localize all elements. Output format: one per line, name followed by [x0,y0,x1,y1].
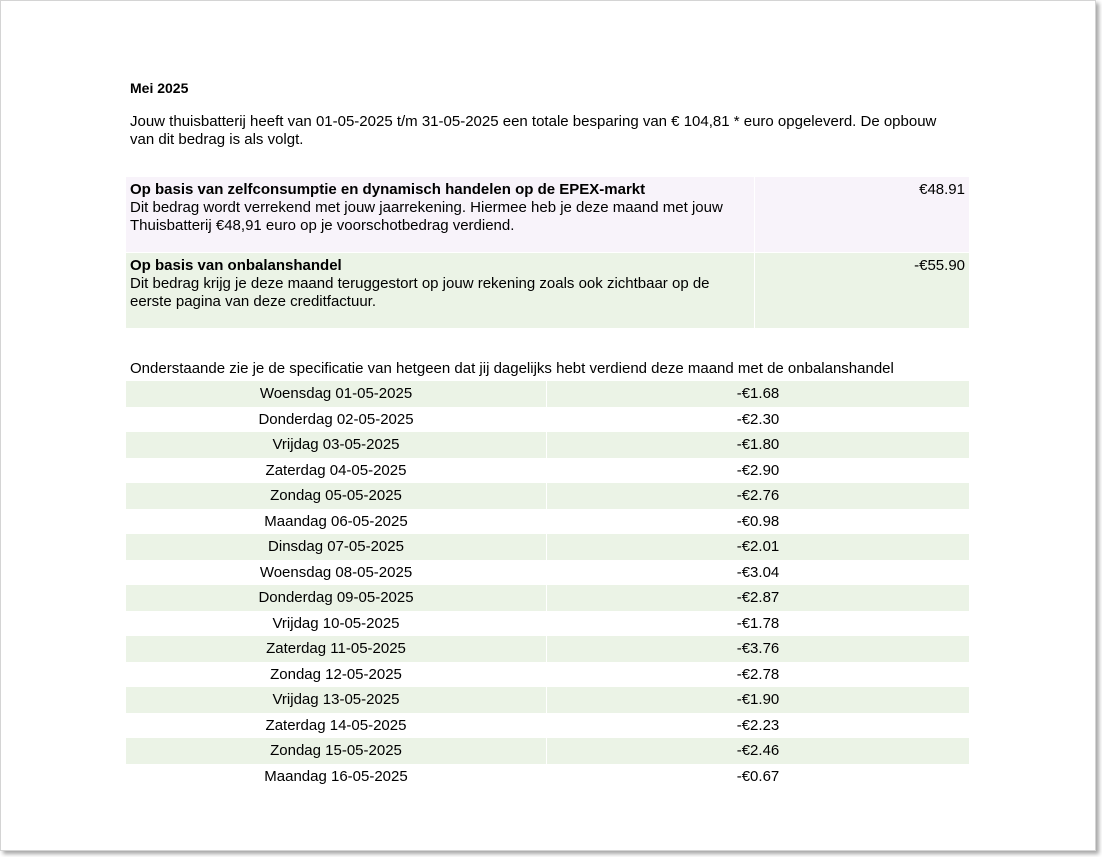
summary-description: Dit bedrag krijg je deze maand teruggestort op jouw rekening zoals ook zichtbaar op de eerste pagina van deze creditfactuur. [130,275,710,310]
specification-caption: Onderstaande zie je de specificatie van hetgeen dat jij dagelijks hebt verdiend deze maand met de onbalanshandel [130,360,894,377]
day-cell: Woensdag 08-05-2025 [126,560,547,586]
day-cell: Zaterdag 11-05-2025 [126,636,547,662]
amount-cell: -€1.78 [736,614,780,632]
day-cell: Vrijdag 13-05-2025 [126,687,547,713]
summary-row-imbalance-trading [126,253,969,328]
day-cell: Maandag 06-05-2025 [126,509,547,535]
table-row [126,381,969,407]
table-row [126,713,969,739]
amount-cell: -€2.90 [736,461,780,479]
day-cell: Woensdag 01-05-2025 [126,381,547,407]
amount-cell: -€2.87 [736,589,780,606]
day-cell: Donderdag 02-05-2025 [126,407,547,433]
day-cell: Zondag 05-05-2025 [126,483,547,509]
amount-cell: -€2.46 [736,742,780,759]
table-row [126,534,969,560]
table-row [126,509,969,535]
summary-row-self-consumption [126,177,969,252]
day-cell: Zaterdag 04-05-2025 [126,458,547,484]
day-cell: Vrijdag 10-05-2025 [126,611,547,637]
amount-cell: -€1.90 [736,691,780,708]
table-row [126,585,969,611]
day-cell: Donderdag 09-05-2025 [126,585,547,611]
amount-cell: -€3.76 [736,640,780,657]
summary-amount: -€55.90 [914,257,965,274]
table-row [126,611,969,637]
amount-cell: -€0.67 [736,767,780,785]
amount-cell: -€2.76 [736,487,780,504]
day-cell: Maandag 16-05-2025 [126,764,547,790]
table-row [126,458,969,484]
amount-cell: -€1.80 [736,436,780,453]
table-row [126,764,969,790]
table-row [126,560,969,586]
summary-title: Op basis van onbalanshandel [130,257,342,274]
day-cell: Zondag 15-05-2025 [126,738,547,764]
table-row [126,687,969,713]
table-row [126,483,969,509]
day-cell: Vrijdag 03-05-2025 [126,432,547,458]
amount-cell: -€1.68 [736,385,780,402]
month-heading: Mei 2025 [130,80,189,96]
summary-description: Dit bedrag wordt verrekend met jouw jaarrekening. Hiermee heb je deze maand met jouw Thuisbatterij €48,91 euro op je voorschotbedrag verdiend. [130,199,723,234]
summary-title: Op basis van zelfconsumptie en dynamisch handelen op de EPEX-markt [130,181,646,198]
table-row [126,738,969,764]
amount-cell: -€2.01 [736,538,780,555]
amount-cell: -€3.04 [736,563,780,581]
daily-earnings-table [126,381,969,789]
day-cell: Zaterdag 14-05-2025 [126,713,547,739]
amount-cell: -€0.98 [736,512,780,530]
summary-text-cell [126,253,755,328]
day-cell: Dinsdag 07-05-2025 [126,534,547,560]
table-row [126,432,969,458]
amount-cell: -€2.30 [736,410,780,428]
summary-amount: €48.91 [919,181,965,198]
amount-cell: -€2.78 [736,665,780,683]
intro-paragraph: Jouw thuisbatterij heeft van 01-05-2025 t/m 31-05-2025 een totale besparing van € 104,81 * euro opgeleverd. De opbouw van dit bedrag is als volgt. [130,113,937,148]
table-row [126,636,969,662]
table-row [126,662,969,688]
summary-text-cell [126,177,755,252]
table-row [126,407,969,433]
amount-cell: -€2.23 [736,716,780,734]
day-cell: Zondag 12-05-2025 [126,662,547,688]
